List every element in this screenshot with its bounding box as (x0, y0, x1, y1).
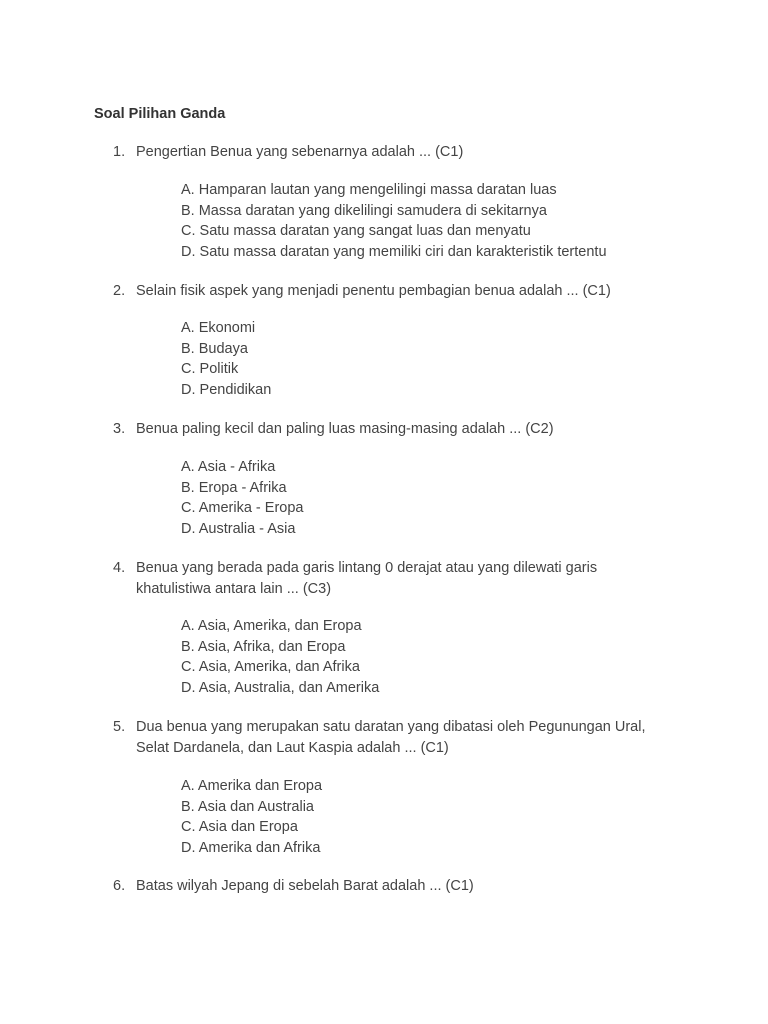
question-number: 3. (113, 421, 126, 437)
question-text: Selain fisik aspek yang menjadi penentu pembagian benua adalah ... (C1) (136, 283, 611, 299)
option-d: D. Amerika dan Afrika (181, 839, 321, 856)
option-b: B. Asia dan Australia (181, 798, 314, 815)
question-number: 1. (113, 144, 126, 160)
question-number: 6. (113, 878, 126, 894)
option-b: B. Massa daratan yang dikelilingi samudera di sekitarnya (181, 202, 547, 219)
option-c: C. Asia, Amerika, dan Afrika (181, 659, 360, 676)
option-d: D. Asia, Australia, dan Amerika (181, 679, 380, 696)
option-c: C. Amerika - Eropa (181, 500, 304, 517)
question-text: Pengertian Benua yang sebenarnya adalah ... (C1) (136, 144, 464, 160)
question-number: 5. (113, 719, 126, 735)
question-number: 4. (113, 560, 126, 576)
option-b: B. Eropa - Afrika (181, 479, 287, 496)
question-2-options (181, 318, 701, 400)
question-1-options (181, 180, 701, 262)
option-b: B. Budaya (181, 340, 248, 357)
option-a: A. Hamparan lautan yang mengelilingi massa daratan luas (181, 182, 557, 198)
option-a: A. Asia, Amerika, dan Eropa (181, 618, 362, 634)
option-c: C. Politik (181, 361, 239, 378)
option-a: A. Amerika dan Eropa (181, 778, 323, 794)
option-c: C. Asia dan Eropa (181, 819, 298, 836)
question-4-options (181, 616, 701, 698)
document-title: Soal Pilihan Ganda (94, 106, 226, 122)
option-a: A. Ekonomi (181, 320, 256, 336)
option-a: A. Asia - Afrika (181, 459, 276, 475)
question-text: Benua yang berada pada garis lintang 0 derajat atau yang dilewati garis khatulistiwa antara lain ... (C3) (136, 560, 598, 597)
option-d: D. Pendidikan (181, 381, 272, 398)
question-text: Dua benua yang merupakan satu daratan yang dibatasi oleh Pegunungan Ural, Selat Dardanela, dan Laut Kaspia adalah ... (C1) (136, 719, 646, 756)
question-number: 2. (113, 283, 126, 299)
question-text: Batas wilyah Jepang di sebelah Barat adalah ... (C1) (136, 878, 474, 894)
question-3-options (181, 457, 701, 539)
option-d: D. Australia - Asia (181, 520, 296, 537)
option-b: B. Asia, Afrika, dan Eropa (181, 638, 346, 655)
option-c: C. Satu massa daratan yang sangat luas dan menyatu (181, 223, 531, 240)
question-text: Benua paling kecil dan paling luas masing-masing adalah ... (C2) (136, 421, 554, 437)
option-d: D. Satu massa daratan yang memiliki ciri dan karakteristik tertentu (181, 243, 607, 260)
question-5-options (181, 776, 701, 858)
